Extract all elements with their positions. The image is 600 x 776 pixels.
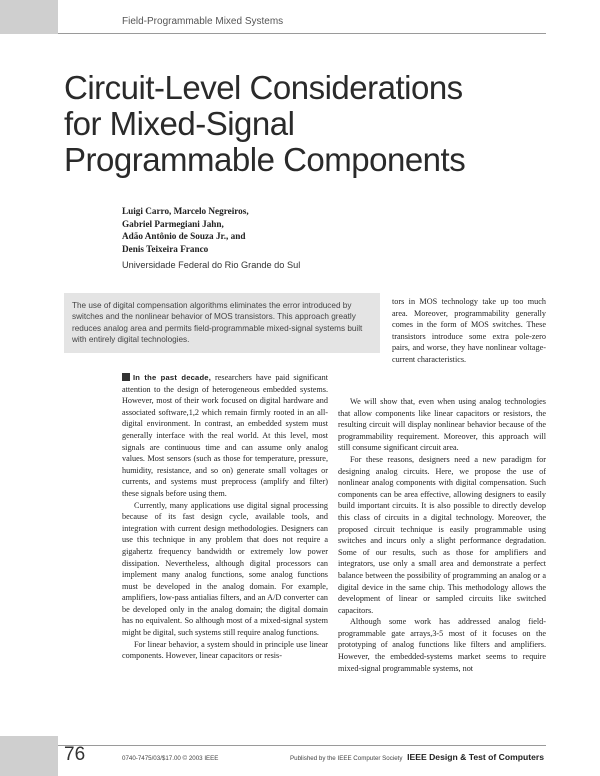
publisher-notice: Published by the IEEE Computer Society — [290, 755, 403, 762]
article-title — [64, 70, 584, 178]
body-paragraph: Currently, many applications use digital signal processing because of its fast design cycle, available tools, and integration with current design methodologies. Designers can use this technique in any problem that does not require a gigahertz frequency bandwidth or extremely low power dissipation. Nevertheless, although digital processors can implement many analog functions, some analog functions must be developed in the analog domain. For example, amplifiers, low-pass antialias filters, and an A/D converter can be developed only in the analog domain; the digital domain has no equivalent. So although most of a mixed-signal system might be digital, such systems still require analog functions. — [122, 500, 328, 638]
lead-paragraph-text: researchers have paid significant attention to the design of heterogeneous embedded systems. However, most of their work focused on digital hardware and associated software,1,2 which remain firmly rooted in an all-digital environment. In contrast, an embedded system must generally interface with the real world. At this level, most signals are continuous time and can assume only analog values. Most sensors (such as those for temperature, pressure, humidity, resistance, and so on) generate small voltages or currents, and systems must preprocess (amplify and filter) these signals before using them. — [122, 373, 328, 498]
author-line: Denis Teixeira Franco — [122, 243, 209, 254]
body-column-left — [122, 372, 328, 662]
header-rule — [58, 33, 546, 34]
body-paragraph: We will show that, even when using analog technologies that allow components like linear capacitors or resistors, the resulting circuit will display nonlinear behavior because of the programmability requirement. Moreover, this approach will still consume significant circuit area. — [338, 397, 546, 453]
author-line: Luigi Carro, Marcelo Negreiros, — [122, 206, 249, 216]
title-line-2: for Mixed-Signal — [64, 105, 295, 142]
lead-in-caps: In the past decade, — [133, 373, 212, 382]
abstract-text: The use of digital compensation algorithms eliminates the error introduced by switches and the nonlinear behavior of MOS transistors. This approach greatly reduces analog area and permits field-programmable mixed-signal systems built with entirely digital technologies. — [72, 301, 363, 344]
body-paragraph: tors in MOS technology take up too much area. Moreover, programmability generally comes in the form of MOS switches. These transistors introduce some extra pole-zero pairs, and worse, they have nonlinear voltage-current characteristics. — [392, 297, 546, 364]
page-number: 76 — [64, 744, 86, 765]
author-line: Adão Antônio de Souza Jr., and — [122, 231, 246, 241]
body-paragraph: For linear behavior, a system should in principle use linear components. However, linear capacitors or resis- — [122, 639, 328, 661]
author-list — [122, 205, 422, 255]
body-column-right — [338, 396, 546, 674]
section-label: Field-Programmable Mixed Systems — [122, 16, 284, 27]
body-column-right-top — [392, 296, 546, 366]
body-paragraph: For these reasons, designers need a new paradigm for designing analog circuits. Here, we propose the use of nonlinear analog components with digital compensation. Such components can be area effective, allowing designers to easily build important circuits. It is also possible to directly develop this class of circuits in a digital technology. Moreover, the proposed circuit technique is easily programmable using switches and incurs only a slight performance degradation. Some of our results, such as those for amplifiers and integrators, use only a small area and demonstrate a perfect balance between the possibility of programming an analog or a digital device in the same chip. This methodology allows the development of linear or sampled circuits like switched capacitors. — [338, 454, 546, 615]
section-marker-icon — [122, 373, 130, 381]
affiliation: Universidade Federal do Rio Grande do Sul — [122, 260, 301, 270]
journal-name: IEEE Design & Test of Computers — [407, 752, 544, 762]
footer-rule — [58, 745, 546, 746]
body-paragraph: Although some work has addressed analog field-programmable gate arrays,3-5 most of it focuses on the prototyping of analog functions like filters and amplifiers. However, the embedded-systems market seems to require mixed-signal programmable systems, not — [338, 617, 546, 673]
abstract-box — [64, 293, 380, 353]
header-edge-bar — [0, 0, 58, 34]
author-line: Gabriel Parmegiani Jahn, — [122, 218, 224, 229]
title-line-1: Circuit-Level Considerations — [64, 69, 463, 106]
copyright-notice: 0740-7475/03/$17.00 © 2003 IEEE — [122, 755, 219, 762]
footer-edge-bar — [0, 736, 58, 776]
title-line-3: Programmable Components — [64, 141, 466, 178]
body-paragraph — [122, 372, 328, 500]
